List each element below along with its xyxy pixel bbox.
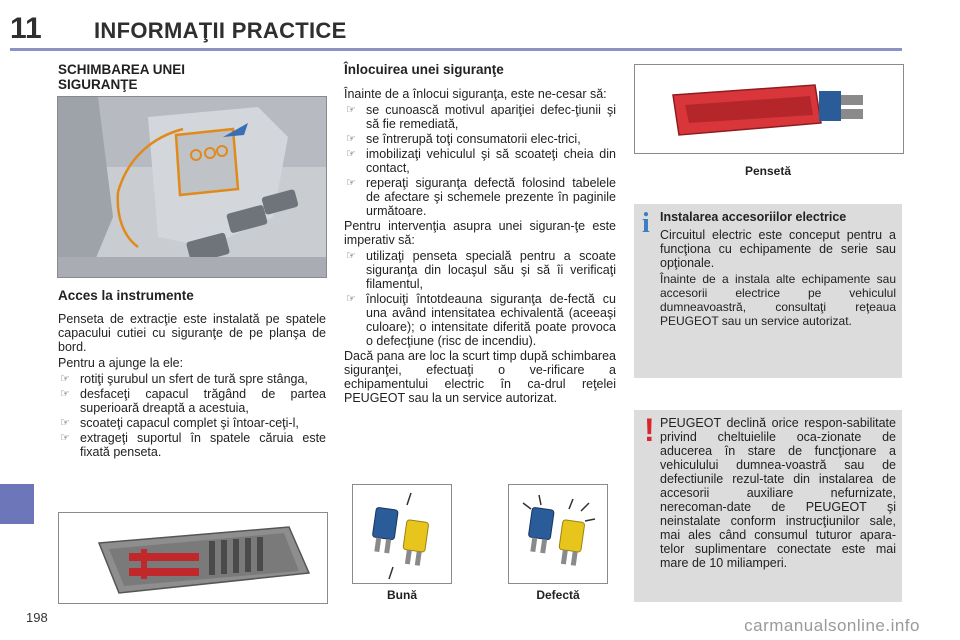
watermark: carmanualsonline.info: [744, 616, 920, 635]
fuse-cover-drawing: [59, 513, 327, 603]
left-body: [58, 312, 326, 460]
access-heading: Acces la instrumente: [58, 288, 194, 303]
warning-icon: !: [644, 412, 655, 448]
hand-pointer-icon: ☞: [346, 148, 356, 160]
access-paragraph: Penseta de extracţie este instalată pe spatele capacului cutiei cu siguranţe de pe planşa de bord.: [58, 312, 326, 354]
fuse-cover-illustration: [58, 512, 328, 604]
breakdown-paragraph: Dacă pana are loc la scurt timp după schimbarea siguranţei, efectuaţi o ve-rificare a echipamentului electric în ca-drul reţelei PEUGEOT sau la un service autorizat.: [344, 349, 616, 405]
list-item: ☞ rotiţi şurubul un sfert de tură spre stânga,: [60, 372, 308, 386]
info-paragraph-1: Circuitul electric este conceput pentru a funcţiona cu echipamente de serie sau opţionale.: [660, 228, 896, 270]
tweezers-drawing: [635, 65, 903, 153]
hand-pointer-icon: ☞: [346, 133, 356, 145]
fuse-good-caption: Bună: [387, 588, 417, 602]
list-item: ☞ înlocuiţi întotdeauna siguranţa de-fectă cu una având intensitatea echivalentă (aceeaşi culoare); o intensitate diferită poate provoca o defecţiune (risc de incendiu).: [346, 292, 616, 348]
hand-pointer-icon: ☞: [346, 250, 356, 262]
access-intro: Pentru a ajunge la ele:: [58, 356, 184, 370]
warning-body: PEUGEOT declină orice respon-sabilitate privind cheltuielile oca-zionate de aducerea în stare de funcţionare a vehiculului dumnea-voastră sau de defectiunile rezul-tate din instalarea de accesorii auxiliare nefurnizate, nerecoman-date de PEUGEOT şi neinstalate conform instrucţiunilor sale, mai ales când consumul tuturor apara-telor suplimentare conectate este mai mare de 10 miliamperi.: [660, 416, 896, 570]
prerequisites-list: [344, 103, 616, 218]
fuse-bad-caption: Defectă: [536, 588, 580, 602]
section-heading: SCHIMBAREA UNEI SIGURANŢE: [58, 62, 186, 92]
chapter-number: 11: [10, 12, 42, 45]
info-icon: i: [642, 208, 650, 239]
replace-fuse-heading: Înlocuirea unei siguranţe: [344, 62, 504, 77]
fuse-bad-illustration: [508, 484, 608, 584]
info-body: [660, 210, 896, 330]
list-item: ☞ se cunoască motivul apariţiei defec-ţiunii şi să fie remediată,: [346, 103, 616, 131]
hand-pointer-icon: ☞: [346, 177, 356, 189]
dashboard-illustration: [57, 96, 327, 278]
list-item: ☞ reperaţi siguranţa defectă folosind tabelele de afectare şi schemele prezente în paginile următoare.: [346, 176, 616, 218]
info-paragraph-2: Înainte de a instala alte echipamente sau accesorii electrice pe vehiculul dumneavoastră, consultaţi reţeaua PEUGEOT sau un service autorizat.: [660, 272, 896, 328]
intervention-intro: Pentru intervenţia asupra unei siguran-ţe este imperativ să:: [344, 219, 616, 247]
hand-pointer-icon: ☞: [346, 104, 356, 116]
access-steps-list: [58, 372, 326, 459]
hand-pointer-icon: ☞: [60, 373, 70, 385]
list-item: ☞ utilizaţi penseta specială pentru a scoate siguranţa din locaşul său şi să îi verificaţi filamentul,: [346, 249, 616, 291]
page-number: 198: [26, 610, 48, 625]
chapter-tab: [0, 484, 34, 524]
list-item: ☞ extrageţi suportul în spatele căruia este fixată penseta.: [60, 431, 326, 459]
fuse-good-illustration: [352, 484, 452, 584]
tweezers-illustration: [634, 64, 904, 154]
middle-body: [344, 87, 616, 407]
info-note: [634, 204, 902, 378]
hand-pointer-icon: ☞: [346, 293, 356, 305]
header-rule: [10, 48, 902, 51]
replace-intro: Înainte de a înlocui siguranţa, este ne-cesar să:: [344, 87, 607, 101]
list-item: ☞ desfaceţi capacul trăgând de partea superioară dreaptă a acestuia,: [60, 387, 326, 415]
hand-pointer-icon: ☞: [60, 417, 70, 429]
list-item: ☞ imobilizaţi vehiculul şi să scoateţi cheia din contact,: [346, 147, 616, 175]
page-title: INFORMAŢII PRACTICE: [94, 18, 347, 43]
warning-note: [634, 410, 902, 602]
list-item: ☞ se întrerupă toţi consumatorii elec-trici,: [346, 132, 581, 146]
hand-pointer-icon: ☞: [60, 432, 70, 444]
intervention-list: [344, 249, 616, 348]
tweezers-caption: Pensetă: [744, 164, 792, 178]
fuse-bad-drawing: [509, 485, 607, 583]
fuse-good-drawing: [353, 485, 451, 583]
hand-pointer-icon: ☞: [60, 388, 70, 400]
info-title: Instalarea accesoriilor electrice: [660, 210, 847, 224]
dashboard-drawing: [58, 97, 326, 277]
list-item: ☞ scoateţi capacul complet şi întoar-ceţi-l,: [60, 416, 299, 430]
